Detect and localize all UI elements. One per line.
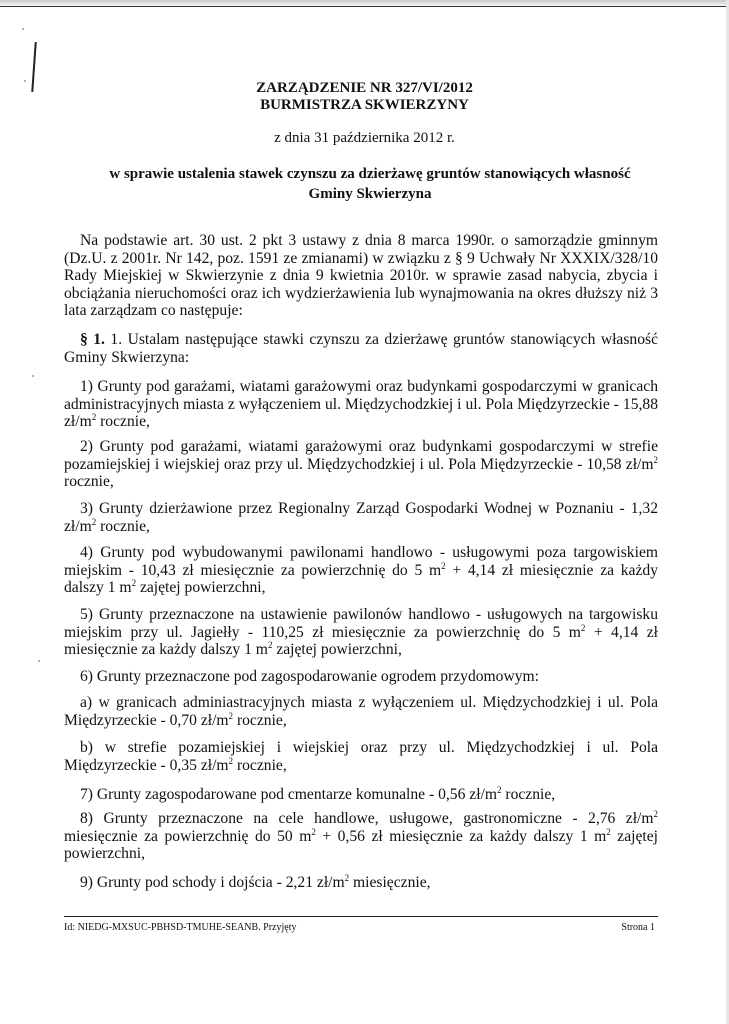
list-item: 7) Grunty zagospodarowane pod cmentarze komunalne - 0,56 $zł/m^2$ rocznie, [80,784,556,803]
list-item: a) w granicach adminiastracyjnych miasta z wyłączeniem ul. Międzychodzkiej i ul. Pola Międzyrzeckie - 0,70 $zł/m^2$ rocznie, [64,694,658,729]
document-date: z dnia 31 października 2012 r. [274,130,455,146]
list-item: 2) Grunty pod garażami, wiatami garażowymi oraz budynkami gospodarczymi w strefie pozamiejskiej i wiejskiej oraz przy ul. Międzychodzkiej i ul. Pola Międzyrzeckie - 10,58 $zł/m^2$ rocznie, [64,438,658,491]
margin-speck [38,660,40,662]
list-item: 8) Grunty przeznaczone na cele handlowe, usługowe, gastronomiczne - 2,76 $zł/m^2$ miesięcznie za powierzchnię do 50 $m^2 + 0,56$ zł miesięcznie za każdy dalszy 1 $m^2$ zajętej powierzchni, [64,808,658,863]
footer-document-id: Id: NIEDG-MXSUC-PBHSD-TMUHE-SEANB. Przyjęty [64,922,297,933]
subject-line-1: w sprawie ustalenia stawek czynszu za dzierżawę gruntów stanowiących własność [109,166,631,182]
section-1-paragraph [64,331,658,366]
document-title: ZARZĄDZENIE NR 327/VI/2012 [256,80,473,96]
footer-page-number: Strona 1 [621,922,655,933]
list-item: 3) Grunty dzierżawione przez Regionalny Zarząd Gospodarki Wodnej w Poznaniu - 1,32 $zł/m^2$ rocznie, [64,500,658,535]
document-subject [70,164,670,204]
footer-divider [64,916,658,917]
section-mark: § 1. [80,331,105,348]
list-item: b) w strefie pozamiejskiej i wiejskiej oraz przy ul. Międzychodzkiej i ul. Pola Międzyrzeckie - 0,35 $zł/m^2$ rocznie, [64,739,658,774]
intro-paragraph: Na podstawie art. 30 ust. 2 pkt 3 ustawy z dnia 8 marca 1990r. o samorządzie gminnym (Dz.U. z 2001r. Nr 142, poz. 1591 ze zmianami) w związku z § 9 Uchwały Nr XXXIX/328/10 Rady Miejskiej w Skwierzynie z dnia 9 kwietnia 2010r. w sprawie zasad nabycia, zbycia i obciążania nieruchomości oraz ich wydzierżawienia lub wynajmowania na okres dłuższy niż 3 lata zarządzam co następuje: [64,232,658,320]
list-item: 6) Grunty przeznaczone pod zagospodarowanie ogrodem przydomowym: [80,668,539,685]
list-item: 1) Grunty pod garażami, wiatami garażowymi oraz budynkami gospodarczymi w granicach administracyjnych miasta z wyłączeniem ul. Międzychodzkiej i ul. Pola Międzyrzeckie - 15,88 $zł/m^2$ rocznie, [64,378,658,431]
list-item: 9) Grunty pod schody i dojścia - 2,21 $zł/m^2$ miesięcznie, [80,872,431,891]
list-item: 4) Grunty pod wybudowanymi pawilonami handlowo - usługowymi poza targowiskiem miejskim - 10,43 zł miesięcznie za powierzchnię do 5 $m^2 + 4,14$ zł miesięcznie za każdy dalszy 1 $m^2$ zajętej powierzchni, [64,544,658,597]
section-text: 1. Ustalam następujące stawki czynszu za dzierżawę gruntów stanowiących własność Gminy Skwierzyna: [64,331,659,366]
margin-speck [32,375,34,377]
scan-edge-line [0,6,729,7]
margin-speck [22,28,24,30]
document-issuer: BURMISTRZA SKWIERZYNY [260,97,469,113]
list-item: 5) Grunty przeznaczone na ustawienie pawilonów handlowo - usługowych na targowisku miejskim przy ul. Jagiełły - 110,25 zł miesięcznie za powierzchnię do 5 $m^2 + 4,14$ zł miesięcznie za każdy dalszy 1 $m^2$ zajętej powierzchni, [64,606,658,659]
subject-line-2: Gminy Skwierzyna [308,186,432,202]
